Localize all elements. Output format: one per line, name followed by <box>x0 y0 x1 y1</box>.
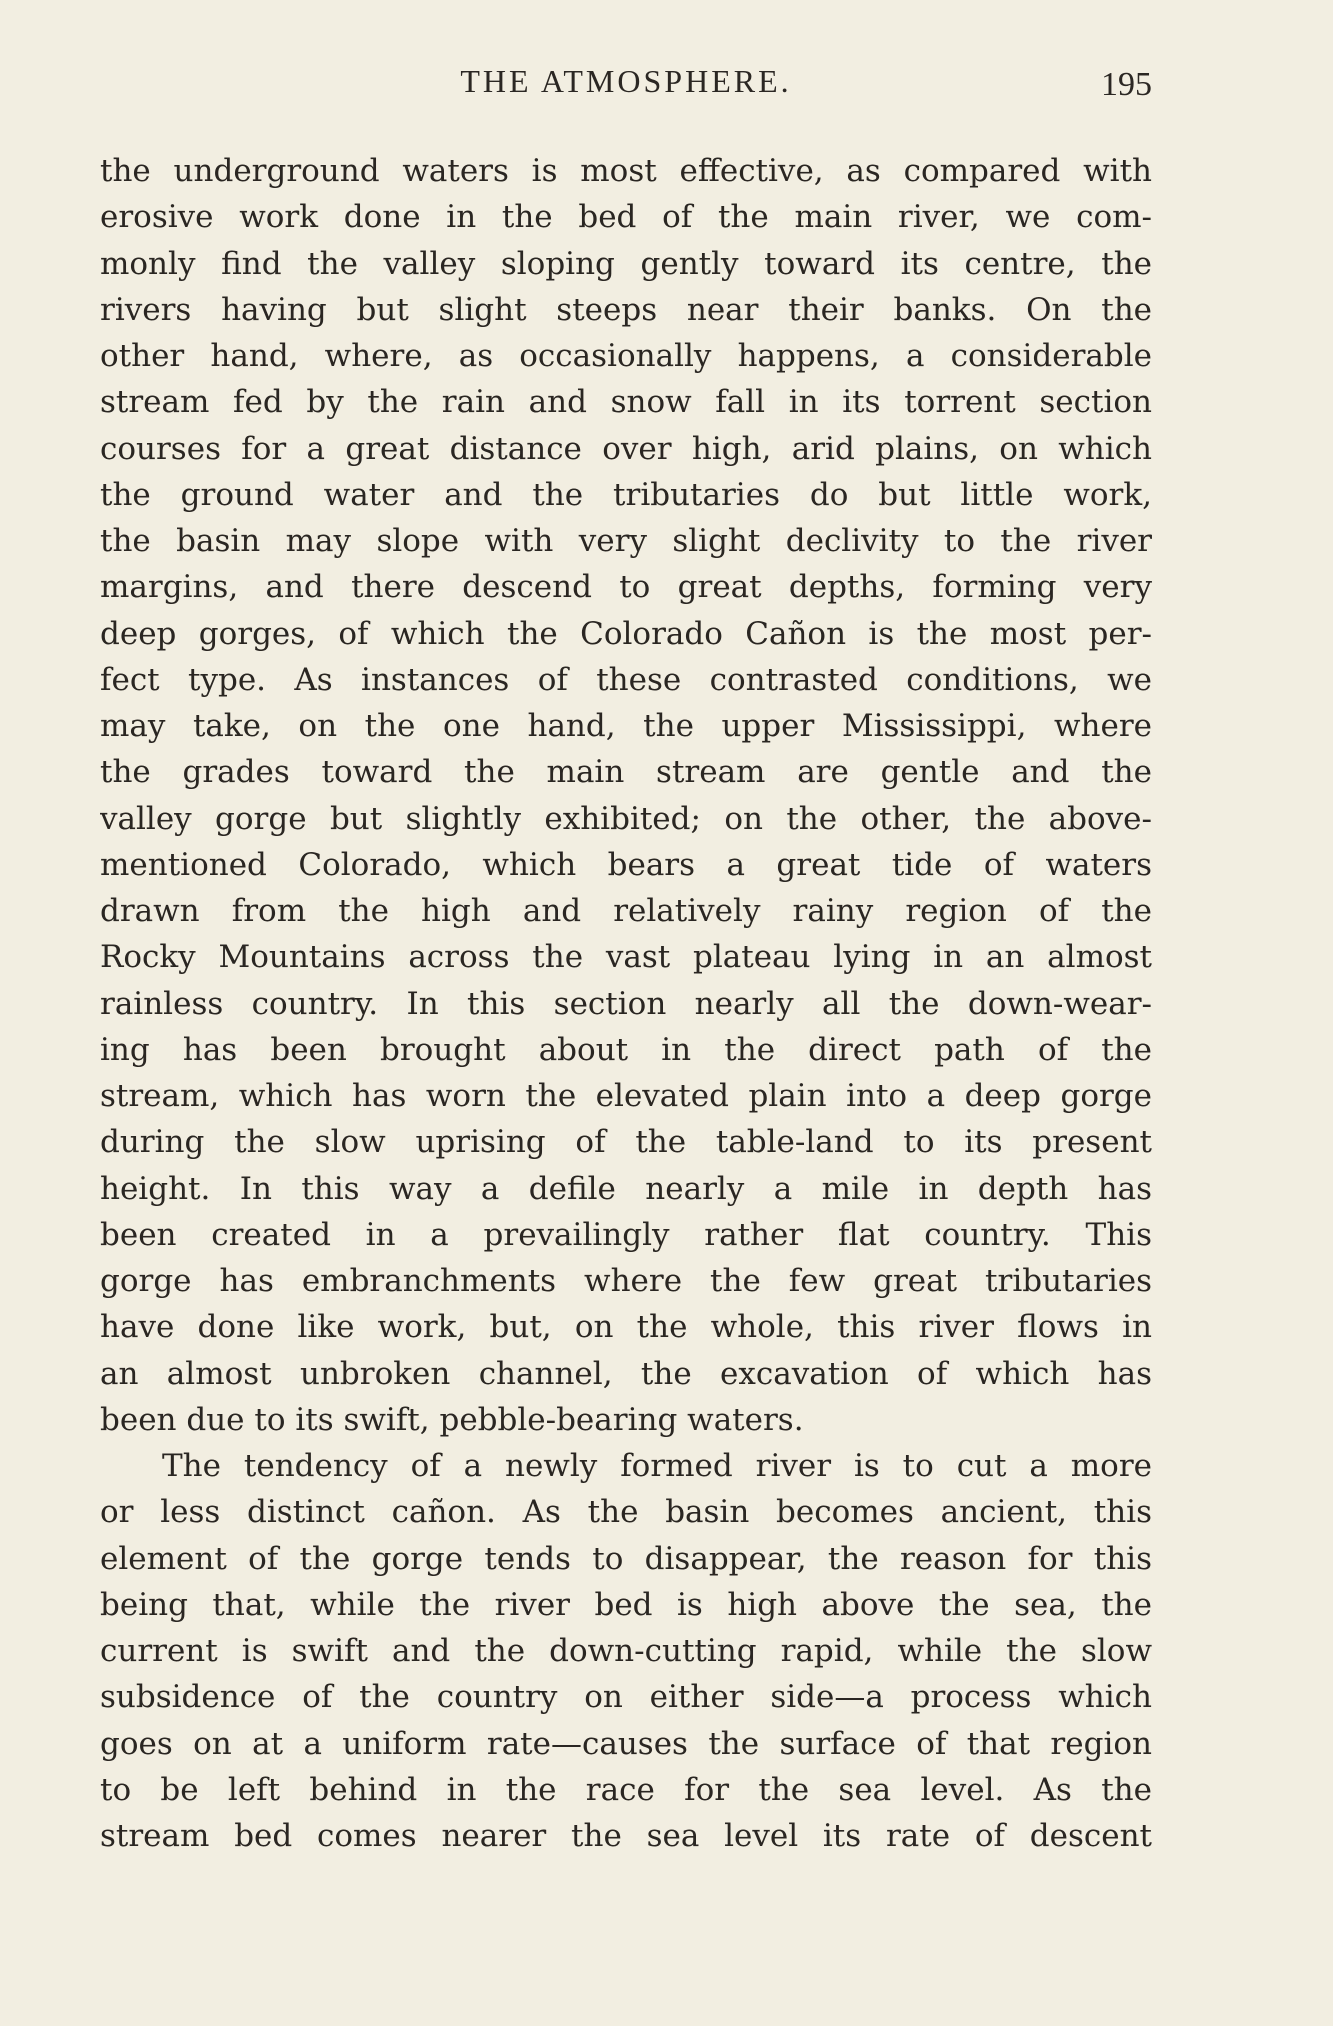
text-line: fect type. As instances of these contrasted conditions, we <box>100 661 1152 698</box>
paragraph-1 <box>100 148 1152 1443</box>
text-line: deep gorges, of which the Colorado Cañon is the most per- <box>100 615 1152 652</box>
text-line: goes on at a uniform rate—causes the surface of that region <box>100 1725 1152 1762</box>
text-line: an almost unbroken channel, the excavation of which has <box>100 1355 1152 1392</box>
text-line: may take, on the one hand, the upper Mississippi, where <box>100 708 1152 744</box>
text-line: mentioned Colorado, which bears a great tide of waters <box>100 846 1152 883</box>
text-line: rivers having but slight steeps near their banks. On the <box>100 291 1152 328</box>
text-line: monly find the valley sloping gently toward its centre, the <box>100 245 1152 282</box>
text-line: subsidence of the country on either side—a process which <box>100 1679 1152 1716</box>
text-line: the ground water and the tributaries do but little work, <box>100 476 1152 513</box>
text-line: the grades toward the main stream are gentle and the <box>100 754 1152 791</box>
text-line: stream fed by the rain and snow fall in its torrent section <box>100 384 1152 421</box>
text-line: valley gorge but slightly exhibited; on the other, the above- <box>100 800 1152 837</box>
text-line: stream, which has worn the elevated plain into a deep gorge <box>100 1078 1152 1114</box>
paragraph-2 <box>100 1443 1152 1859</box>
text-line: height. In this way a defile nearly a mile in depth has <box>100 1170 1152 1207</box>
text-line: been created in a prevailingly rather flat country. This <box>100 1216 1152 1253</box>
text-line: the underground waters is most effective, as compared with <box>100 153 1152 189</box>
text-line: element of the gorge tends to disappear, the reason for this <box>100 1540 1152 1577</box>
text-line: during the slow uprising of the table-land to its present <box>100 1124 1152 1161</box>
text-line: being that, while the river bed is high above the sea, the <box>100 1586 1152 1623</box>
text-line: the basin may slope with very slight declivity to the river <box>100 523 1152 559</box>
page-number: 195 <box>1101 66 1152 103</box>
text-line: ing has been brought about in the direct path of the <box>100 1031 1152 1068</box>
text-line: or less distinct cañon. As the basin becomes ancient, this <box>100 1494 1152 1531</box>
text-line: erosive work done in the bed of the main river, we com- <box>100 199 1152 236</box>
running-title: THE ATMOSPHERE. <box>460 63 792 99</box>
text-line: stream bed comes nearer the sea level its rate of descent <box>100 1818 1152 1854</box>
text-line: margins, and there descend to great depths, forming very <box>100 569 1152 606</box>
text-line: drawn from the high and relatively rainy region of the <box>100 893 1152 929</box>
text-line: other hand, where, as occasionally happens, a considerable <box>100 338 1152 374</box>
text-line: courses for a great distance over high, arid plains, on which <box>100 430 1152 467</box>
text-line: gorge has embranchments where the few great tributaries <box>100 1263 1152 1299</box>
text-line: current is swift and the down-cutting rapid, while the slow <box>100 1633 1152 1669</box>
page-header <box>100 58 1152 108</box>
text-line: Rocky Mountains across the vast plateau lying in an almost <box>100 939 1152 976</box>
text-line: to be left behind in the race for the sea level. As the <box>100 1771 1152 1808</box>
text-line: The tendency of a newly formed river is to cut a more <box>162 1448 1152 1484</box>
body-text <box>100 148 1152 1859</box>
text-line: rainless country. In this section nearly all the down-wear- <box>100 985 1152 1022</box>
text-line: been due to its swift, pebble-bearing waters. <box>100 1401 804 1438</box>
text-line: have done like work, but, on the whole, this river flows in <box>100 1309 1152 1346</box>
